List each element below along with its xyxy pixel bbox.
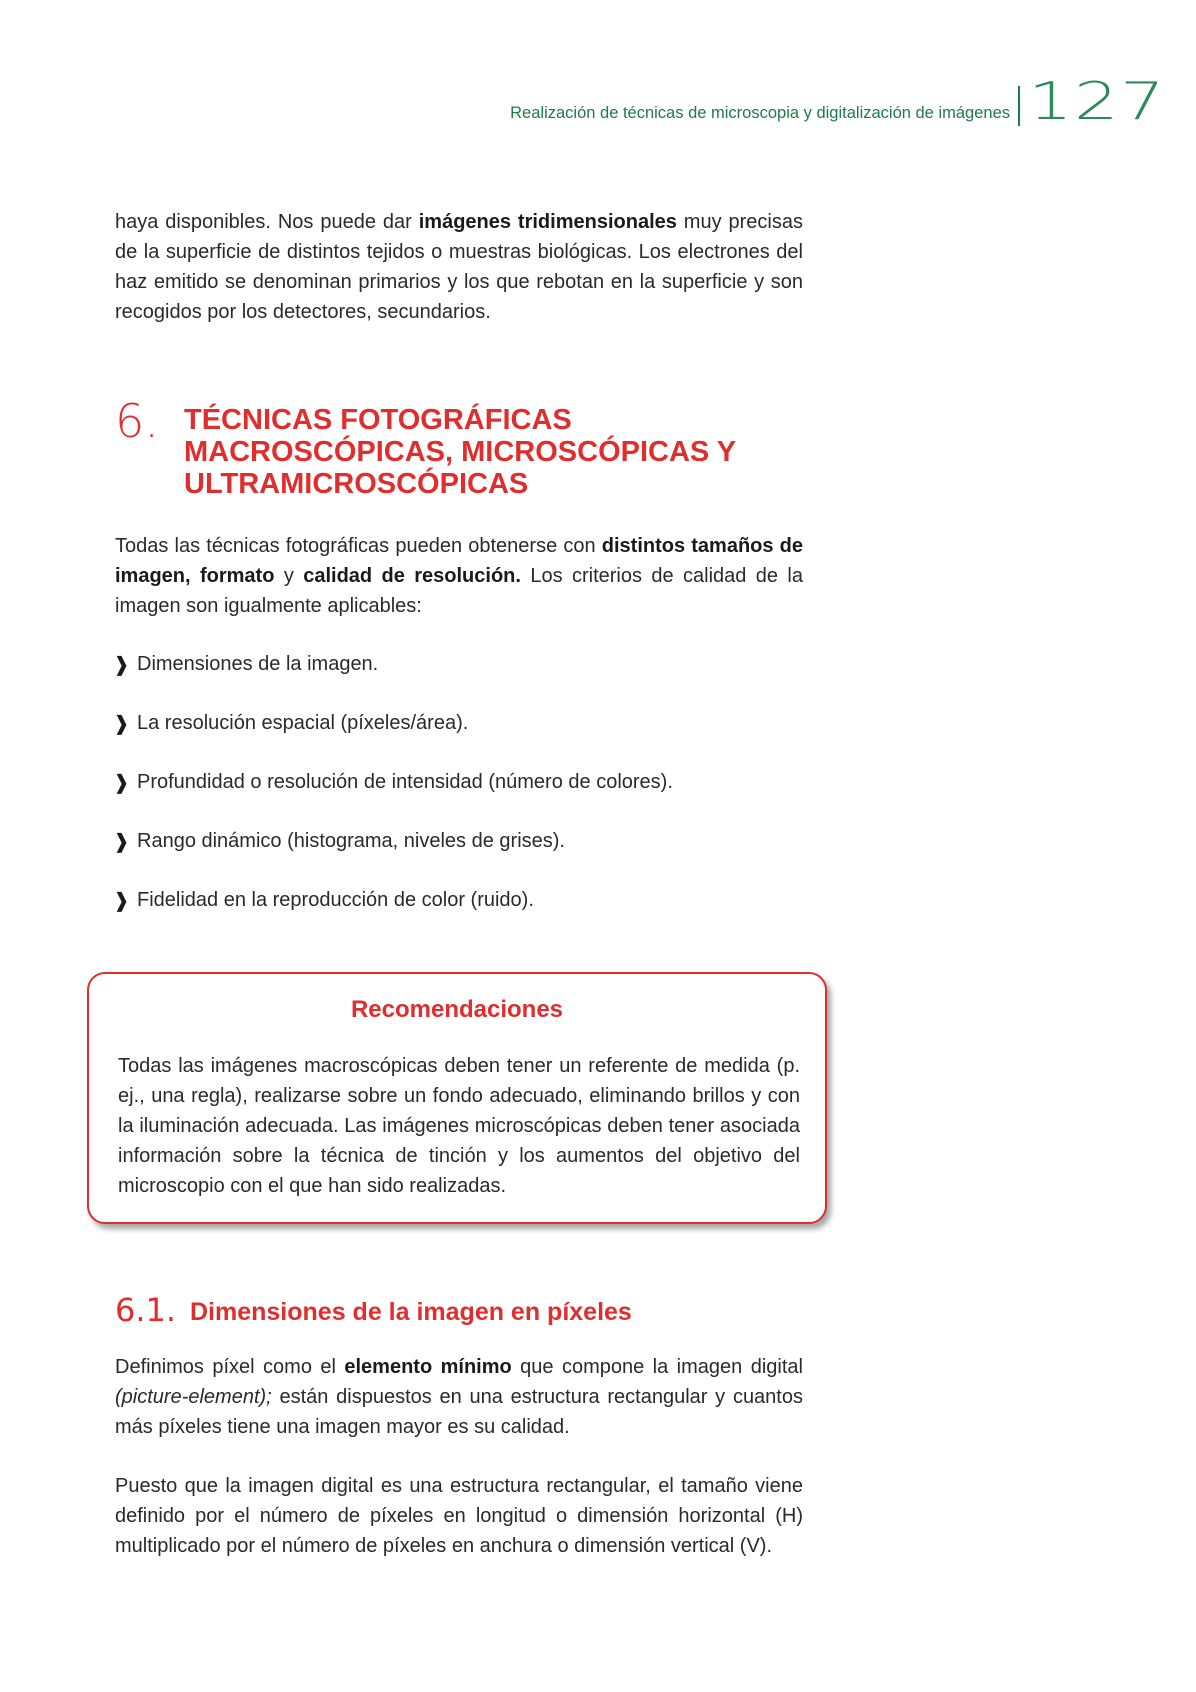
pixel-text-3: están dispuestos en una estructura rectangular y cuantos más píxeles tiene una imagen mayor es su calidad. xyxy=(115,1386,803,1438)
section-bold-2: calidad de resolución. xyxy=(303,565,521,587)
subsection-number: 6.1. xyxy=(115,1291,177,1329)
image-size-paragraph: Puesto que la imagen digital es una estructura rectangular, el tamaño viene definido por el número de píxeles en longitud o dimensión horizontal (H) multiplicado por el número de píxeles en anchura o dimensión vertical (V). xyxy=(115,1475,803,1557)
list-item-text: Profundidad o resolución de intensidad (número de colores). xyxy=(137,770,673,793)
section-text-1: Todas las técnicas fotográficas pueden obtenerse con xyxy=(115,535,602,557)
chevron-right-icon: ❱ xyxy=(113,652,130,676)
list-item xyxy=(113,649,813,679)
pixel-text-2: que compone la imagen digital xyxy=(511,1356,803,1378)
intro-bold-text: imágenes tridimensionales xyxy=(418,211,677,233)
recommendations-title: Recomendaciones xyxy=(350,996,564,1023)
list-item-text: La resolución espacial (píxeles/área). xyxy=(137,711,469,734)
recommendations-text: Todas las imágenes macroscópicas deben tener un referente de medida (p. ej., una regla), realizarse sobre un fondo adecuado, eliminando brillos y con la iluminación adecuada. Las imágenes microscópicas deben tener asociada información sobre la técnica de tinción y los aumentos del objetivo del microscopio con el que han sido realizadas. xyxy=(118,1055,800,1197)
chevron-right-icon: ❱ xyxy=(113,888,130,912)
header-divider xyxy=(1018,86,1020,126)
section-title: TÉCNICAS FOTOGRÁFICAS MACROSCÓPICAS, MICROSCÓPICAS Y ULTRAMICROSCÓPICAS xyxy=(184,404,736,500)
chevron-right-icon: ❱ xyxy=(113,711,130,735)
list-item-text: Rango dinámico (histograma, niveles de grises). xyxy=(137,829,565,852)
intro-text-1: haya disponibles. Nos puede dar xyxy=(115,211,419,233)
chevron-right-icon: ❱ xyxy=(113,829,130,853)
running-header: Realización de técnicas de microscopia y digitalización de imágenes xyxy=(510,104,1010,122)
list-item xyxy=(113,826,813,856)
page-number: 127 xyxy=(1028,72,1167,132)
section-bold-1: distintos tamaños de imagen, formato xyxy=(115,535,804,587)
section-text-3: Los criterios de calidad de la imagen son igualmente aplicables: xyxy=(115,565,803,617)
intro-paragraph xyxy=(115,207,803,327)
list-item-text: Fidelidad en la reproducción de color (ruido). xyxy=(137,888,534,911)
list-item xyxy=(113,885,813,915)
section-number: 6. xyxy=(115,394,159,448)
criteria-list xyxy=(113,649,813,944)
subsection-title: Dimensiones de la imagen en píxeles xyxy=(190,1298,632,1326)
pixel-bold-text: elemento mínimo xyxy=(344,1356,512,1378)
recommendations-box xyxy=(87,972,827,1224)
section-text-2: y xyxy=(274,565,304,587)
section-intro-paragraph xyxy=(115,531,803,621)
list-item xyxy=(113,708,813,738)
pixel-italic-text: (picture-element); xyxy=(115,1386,272,1408)
intro-text-2: muy precisas de la superficie de distintos tejidos o muestras biológicas. Los electrones del haz emitido se denominan primarios y los que rebotan en la superficie y son recogidos por los detectores, secundarios. xyxy=(115,211,803,323)
list-item-text: Dimensiones de la imagen. xyxy=(137,652,379,675)
list-item xyxy=(113,767,813,797)
pixel-text-1: Definimos píxel como el xyxy=(115,1356,345,1378)
chevron-right-icon: ❱ xyxy=(113,770,130,794)
pixel-definition-paragraph xyxy=(115,1352,803,1442)
